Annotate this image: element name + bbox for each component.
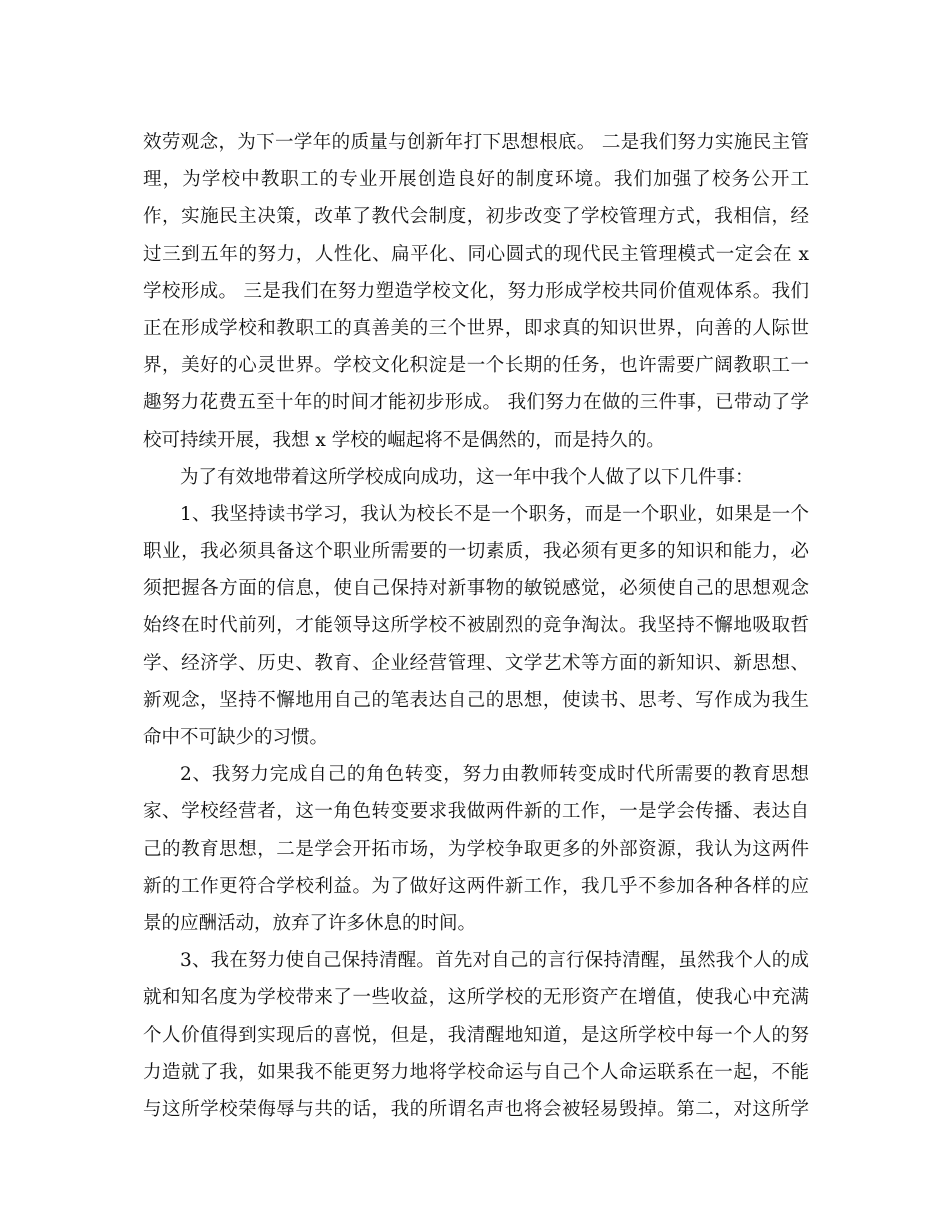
text-line: 就和知名度为学校带来了一些收益，这所学校的无形资产在增值，使我心中充满: [143, 987, 809, 1009]
text-line: 正在形成学校和教职工的真善美的三个世界，即求真的知识世界，向善的人际世: [143, 317, 809, 339]
text-line: 职业，我必须具备这个职业所需要的一切素质，我必须有更多的知识和能力，必: [143, 541, 809, 563]
paragraph-5: [143, 942, 809, 1128]
text-line: 学校形成。 三是我们在努力塑造学校文化，努力形成学校共同价值观体系。我们: [143, 280, 809, 302]
text-line: 新观念，坚持不懈地用自己的笔表达自己的思想，使读书、思考、写作成为我生: [143, 689, 809, 711]
paragraph-3: [143, 496, 809, 756]
text-line: 始终在时代前列，才能领导这所学校不被剧烈的竞争淘汰。我坚持不懈地吸取哲: [143, 615, 809, 637]
text-line: 命中不可缺少的习惯。: [143, 727, 329, 748]
paragraph-1: [143, 124, 809, 459]
paragraph-4: [143, 756, 809, 942]
text-line: 趣努力花费五至十年的时间才能初步形成。 我们努力在做的三件事，已带动了学: [143, 392, 809, 414]
text-line: 校可持续开展，我想 x 学校的崛起将不是偶然的，而是持久的。: [143, 429, 665, 451]
text-line: 2、我努力完成自己的角色转变，努力由教师转变成时代所需要的教育思想: [180, 764, 809, 786]
document-body: [143, 124, 809, 1128]
text-line: 3、我在努力使自己保持清醒。首先对自己的言行保持清醒，虽然我个人的成: [180, 950, 809, 972]
text-line: 新的工作更符合学校利益。为了做好这两件新工作，我几乎不参加各种各样的应: [143, 875, 809, 897]
text-line: 家、学校经营者，这一角色转变要求我做两件新的工作，一是学会传播、表达自: [143, 801, 809, 823]
text-line: 理，为学校中教职工的专业开展创造良好的制度环境。我们加强了校务公开工: [143, 169, 809, 191]
text-line: 为了有效地带着这所学校成向成功，这一年中我个人做了以下几件事：: [180, 466, 754, 488]
text-line: 过三到五年的努力，人性化、扁平化、同心圆式的现代民主管理模式一定会在 x: [143, 243, 809, 265]
text-line: 个人价值得到实现后的喜悦，但是，我清醒地知道，是这所学校中每一个人的努: [143, 1024, 809, 1046]
text-line: 景的应酬活动，放弃了许多休息的时间。: [143, 912, 477, 934]
text-line: 界，美好的心灵世界。学校文化积淀是一个长期的任务，也许需要广阔教职工一: [143, 355, 809, 377]
text-line: 力造就了我，如果我不能更努力地将学校命运与自己个人命运联系在一起，不能: [143, 1061, 809, 1083]
text-line: 学、经济学、历史、教育、企业经营管理、文学艺术等方面的新知识、新思想、: [143, 652, 809, 674]
text-line: 作，实施民主决策，改革了教代会制度，初步改变了学校管理方式，我相信，经: [143, 206, 809, 228]
text-line: 与这所学校荣侮辱与共的话，我的所谓名声也将会被轻易毁掉。第二，对这所学: [143, 1098, 809, 1120]
text-line: 己的教育思想，二是学会开拓市场，为学校争取更多的外部资源，我认为这两件: [143, 838, 809, 860]
text-line: 须把握各方面的信息，使自己保持对新事物的敏锐感觉，必须使自己的思想观念: [143, 578, 809, 600]
text-line: 1、我坚持读书学习，我认为校长不是一个职务，而是一个职业，如果是一个: [180, 503, 809, 525]
text-line: 效劳观念，为下一学年的质量与创新年打下思想根底。 二是我们努力实施民主管: [143, 132, 809, 153]
paragraph-2: [143, 459, 809, 496]
